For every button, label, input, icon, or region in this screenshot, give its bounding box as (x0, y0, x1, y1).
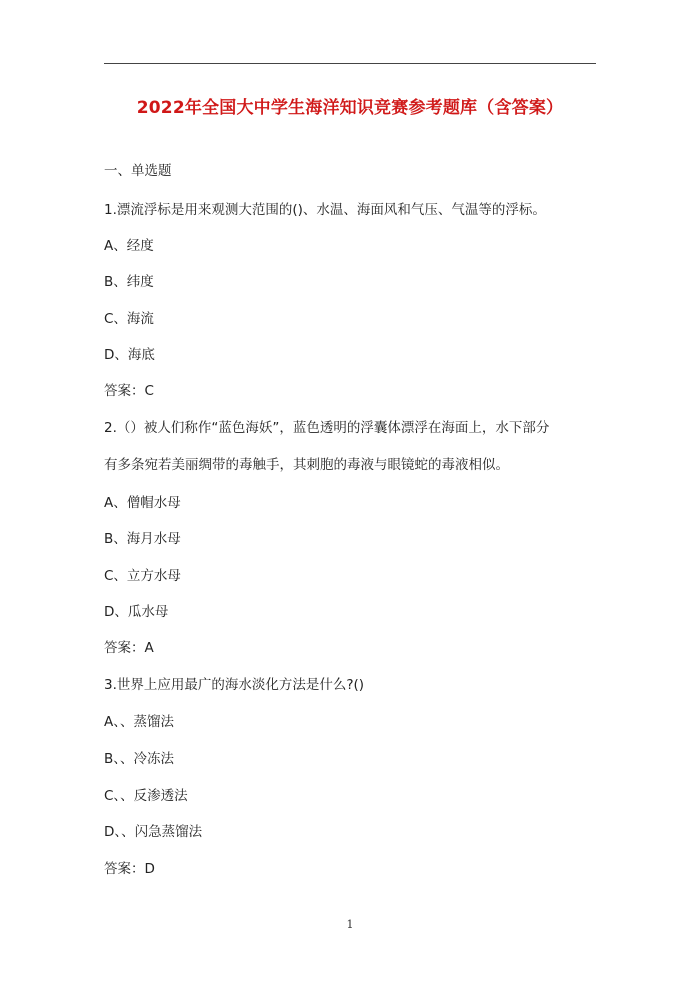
question-3-option-d: D、、闪急蒸馏法 (104, 824, 203, 840)
document-title: 2022年全国大中学生海洋知识竞赛参考题库（含答案） (136, 98, 564, 118)
section-heading: 一、单选题 (104, 163, 172, 179)
question-1-answer: 答案：C (104, 383, 154, 399)
question-3-option-a: A、、蒸馏法 (104, 714, 174, 730)
question-3-option-b: B、、冷冻法 (104, 751, 175, 767)
header-rule (104, 63, 596, 64)
question-1-option-b: B、纬度 (104, 274, 154, 290)
question-1-option-c: C、海流 (104, 311, 154, 327)
question-1-option-d: D、海底 (104, 347, 155, 363)
question-1-option-a: A、经度 (104, 238, 154, 254)
question-2-option-a: A、僧帽水母 (104, 495, 181, 511)
question-3-stem: 3.世界上应用最广的海水淡化方法是什么?() (104, 677, 365, 693)
question-3-answer: 答案：D (104, 861, 155, 877)
question-2-stem-line-1: 2.（）被人们称作“蓝色海妖”，蓝色透明的浮囊体漂浮在海面上，水下部分 (104, 420, 550, 436)
page-number: 1 (346, 918, 354, 931)
question-2-option-b: B、海月水母 (104, 531, 181, 547)
question-2-option-c: C、立方水母 (104, 568, 181, 584)
question-3-option-c: C、、反渗透法 (104, 788, 188, 804)
question-2-stem-line-2: 有多条宛若美丽绸带的毒触手，其刺胞的毒液与眼镜蛇的毒液相似。 (104, 457, 509, 473)
question-1-stem: 1.漂流浮标是用来观测大范围的()、水温、海面风和气压、气温等的浮标。 (104, 202, 546, 218)
question-2-option-d: D、瓜水母 (104, 604, 169, 620)
question-2-answer: 答案：A (104, 640, 154, 656)
